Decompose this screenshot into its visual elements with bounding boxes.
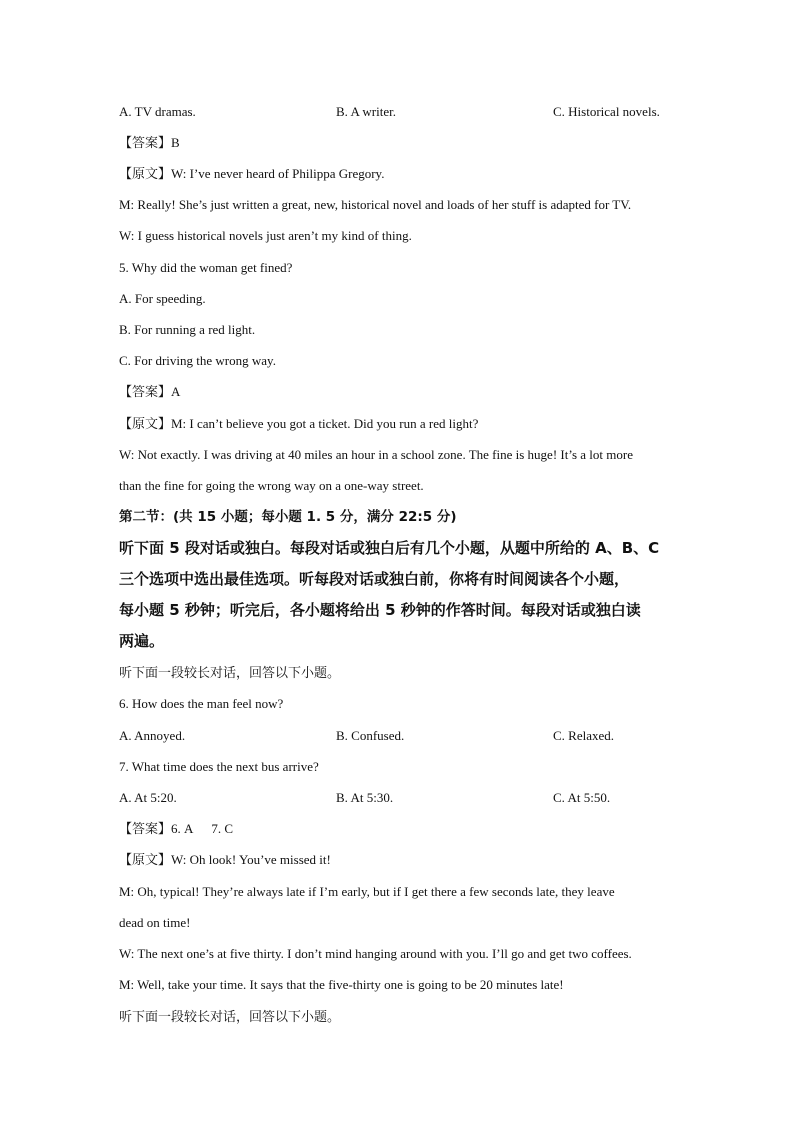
q5-option-c: C. For driving the wrong way.: [119, 353, 276, 368]
q6-q7-transcript-line: M: Oh, typical! They’re always late if I’m early, but if I get there a few seconds late, they leave: [119, 884, 615, 899]
q5-transcript-line: 【原文】M: I can’t believe you got a ticket. Did you run a red light?: [119, 416, 479, 431]
q5-question: 5. Why did the woman get fined?: [119, 260, 293, 275]
q6-option-c: C. Relaxed.: [553, 728, 615, 743]
section-instructions-line: 三个选项中选出最佳选项。听每段对话或独白前，你将有时间阅读各个小题，: [119, 570, 630, 588]
answer-label: 【答案】6. A: [119, 821, 194, 836]
section-instructions-line: 听下面 5 段对话或独白。每段对话或独白后有几个小题，从题中所给的 A、B、C: [119, 539, 660, 557]
q6-option-b: B. Confused.: [336, 728, 405, 743]
q4-option-b: B. A writer.: [336, 104, 396, 119]
q7-question: 7. What time does the next bus arrive?: [119, 759, 319, 774]
q5-transcript-line: W: Not exactly. I was driving at 40 miles an hour in a school zone. The fine is huge! It’s a lot more: [119, 447, 633, 462]
q4-transcript-line: 【原文】W: I’ve never heard of Philippa Gregory.: [119, 166, 385, 181]
dialogue-intro: 听下面一段较长对话，回答以下小题。: [119, 665, 341, 680]
q4-transcript-line: W: I guess historical novels just aren’t my kind of thing.: [119, 228, 412, 243]
q4-option-c: C. Historical novels.: [553, 104, 660, 119]
q7-option-b: B. At 5:30.: [336, 790, 394, 805]
q7-option-a: A. At 5:20.: [119, 790, 177, 805]
q6-question: 6. How does the man feel now?: [119, 696, 284, 711]
q4-answer: 【答案】B: [119, 135, 180, 150]
q5-option-a: A. For speeding.: [119, 291, 206, 306]
q6-q7-transcript-line: 【原文】W: Oh look! You’ve missed it!: [119, 852, 331, 867]
q6-q7-transcript-line: dead on time!: [119, 915, 191, 930]
section-instructions-line: 每小题 5 秒钟；听完后，各小题将给出 5 秒钟的作答时间。每段对话或独白读: [119, 601, 641, 619]
q6-option-a: A. Annoyed.: [119, 728, 186, 743]
q4-transcript-line: M: Really! She’s just written a great, new, historical novel and loads of her stuff is adapted for TV.: [119, 197, 632, 212]
q5-option-b: B. For running a red light.: [119, 322, 256, 337]
q5-answer: 【答案】A: [119, 384, 181, 399]
answer-second: 7. C: [211, 821, 234, 836]
q6-q7-answer: [119, 820, 233, 838]
section-title: 第二节：(共 15 小题；每小题 1. 5 分，满分 22:5 分): [119, 509, 457, 525]
q6-q7-transcript-line: M: Well, take your time. It says that the five-thirty one is going to be 20 minutes late!: [119, 977, 564, 992]
q6-q7-transcript-line: W: The next one’s at five thirty. I don’t mind hanging around with you. I’ll go and get two coffees.: [119, 946, 632, 961]
q4-option-a: A. TV dramas.: [119, 104, 196, 119]
section-instructions-line: 两遍。: [119, 632, 165, 650]
q5-transcript-line: than the fine for going the wrong way on a one-way street.: [119, 478, 424, 493]
dialogue-intro: 听下面一段较长对话，回答以下小题。: [119, 1009, 341, 1024]
q7-option-c: C. At 5:50.: [553, 790, 611, 805]
